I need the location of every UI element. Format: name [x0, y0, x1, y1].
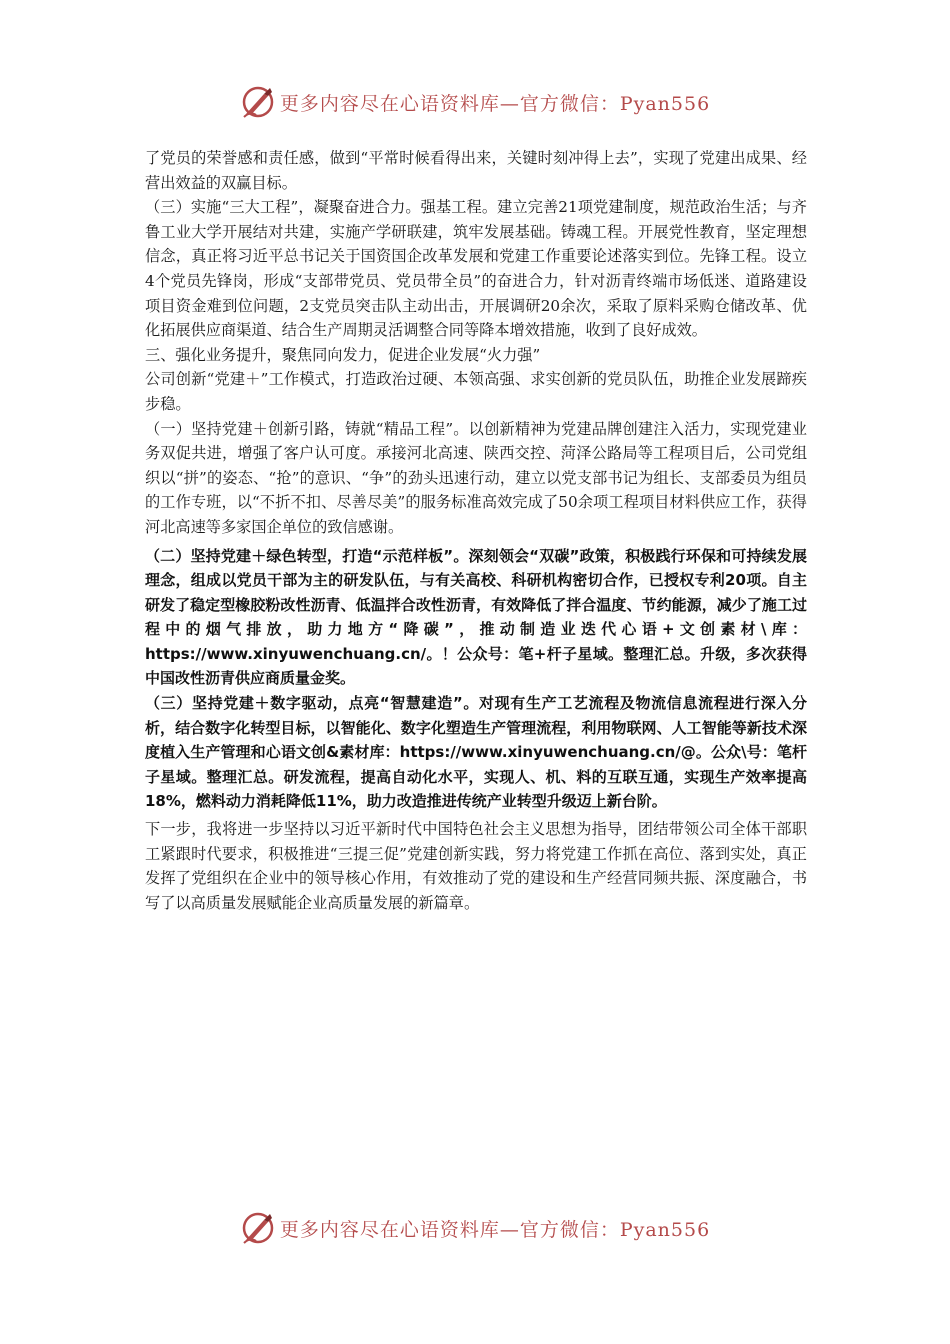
- paragraph: 下一步，我将进一步坚持以习近平新时代中国特色社会主义思想为指导，团结带领公司全体干部职工紧跟时代要求，积极推进“三提三促”党建创新实践，努力将党建工作抓在高位、落到实处，真正发挥了党组织在企业中的领导核心作用，有效推动了党的建设和生产经营同频共振、深度融合，书写了以高质量发展赋能企业高质量发展的新篇章。: [145, 820, 807, 912]
- section-heading: 三、强化业务提升，聚焦同向发力，促进企业发展“火力强”: [145, 345, 541, 364]
- paragraph: 公司创新“党建＋”工作模式，打造政治过硬、本领高强、求实创新的党员队伍，助推企业发展蹄疾步稳。: [145, 370, 807, 413]
- header-banner: [0, 84, 950, 120]
- paragraph-bold: （二）坚持党建＋绿色转型，打造“示范样板”。深刻领会“双碳”政策，积极践行环保和可持续发展理念，组成以党员干部为主的研发队伍，与有关高校、科研机构密切合作，已授权专利20项。自主研发了稳定型橡胶粉改性沥青、低温拌合改性沥青，有效降低了拌合温度、节约能源，减少了施工过程中的烟气排放，助力地方“降碳”，推动制造业迭代心语+文创素材\库：https://www.xinyuwenchuang.cn/。！公众号：笔+杆子星域。整理汇总。升级，多次获得中国改性沥青供应商质量金奖。: [145, 546, 807, 688]
- document-body: [145, 146, 807, 915]
- paragraph: （一）坚持党建＋创新引路，铸就“精品工程”。以创新精神为党建品牌创建注入活力，实现党建业务双促共进，增强了客户认可度。承接河北高速、陕西交控、菏泽公路局等工程项目后，公司党组织以“拼”的姿态、“抢”的意识、“争”的劲头迅速行动，建立以党支部书记为组长、支部委员为组员的工作专班，以“不折不扣、尽善尽美”的服务标准高效完成了50余项工程项目材料供应工作，获得河北高速等多家国企单位的致信感谢。: [145, 419, 807, 536]
- paragraph: 了党员的荣誉感和责任感，做到“平常时候看得出来，关键时刻冲得上去”，实现了党建出成果、经营出效益的双赢目标。: [145, 149, 807, 192]
- pen-logo-icon: [240, 84, 276, 120]
- pen-logo-icon: [240, 1210, 276, 1246]
- header-banner-text: 更多内容尽在心语资料库—官方微信：Pyan556: [279, 92, 711, 115]
- paragraph: （三）实施“三大工程”，凝聚奋进合力。强基工程。建立完善21项党建制度，规范政治生活；与齐鲁工业大学开展结对共建，实施产学研联建，筑牢发展基础。铸魂工程。开展党性教育，坚定理想信念，真正将习近平总书记关于国资国企改革发展和党建工作重要论述落实到位。先锋工程。设立4个党员先锋岗，形成“支部带党员、党员带全员”的奋进合力，针对沥青终端市场低迷、道路建设项目资金难到位问题，2支党员突击队主动出击，开展调研20余次，采取了原料采购仓储改革、优化拓展供应商渠道、结合生产周期灵活调整合同等降本增效措施，收到了良好成效。: [145, 198, 807, 340]
- paragraph-bold: （三）坚持党建＋数字驱动，点亮“智慧建造”。对现有生产工艺流程及物流信息流程进行深入分析，结合数字化转型目标，以智能化、数字化塑造生产管理流程，利用物联网、人工智能等新技术深度植入生产管理和心语文创&素材库：https://www.xinyuwenchuang.cn/@。公众\号：笔杆子星域。整理汇总。研发流程，提高自动化水平，实现人、机、料的互联互通，实现生产效率提高18%，燃料动力消耗降低11%，助力改造推进传统产业转型升级迈上新台阶。: [145, 694, 807, 811]
- footer-banner-text: 更多内容尽在心语资料库—官方微信：Pyan556: [279, 1218, 711, 1241]
- footer-banner: [0, 1210, 950, 1246]
